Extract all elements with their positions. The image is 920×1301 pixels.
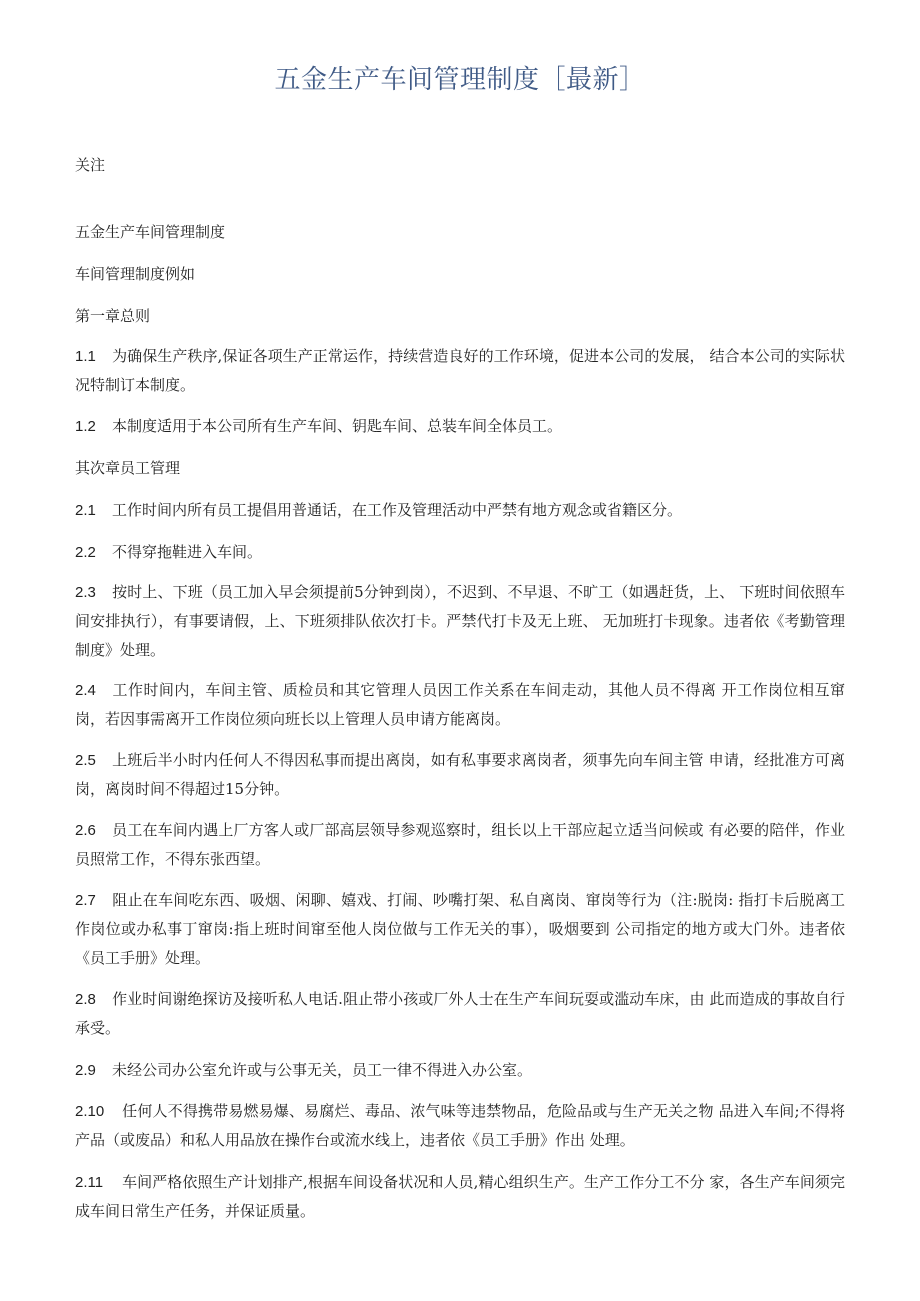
clause-number: 2.2 bbox=[75, 544, 96, 561]
clause-text: 车间严格依照生产计划排产,根据车间设备状况和人员,精心组织生产。生产工作分工不分 家，各生产车间须完成车间日常生产任务，并保证质量。 bbox=[75, 1173, 845, 1220]
clause-text: 阻止在车间吃东西、吸烟、闲聊、嬉戏、打闹、吵嘴打架、私自离岗、窜岗等行为（注:脱岗: 指打卡后脱离工作岗位或办私事丁窜岗:指上班时间窜至他人岗位做与工作无关的事），吸烟要到 公司指定的地方或大门外。违者依《员工手册》处理。 bbox=[75, 891, 845, 967]
heading-example: 车间管理制度例如 bbox=[75, 265, 196, 283]
clause-number: 2.4 bbox=[75, 682, 96, 699]
clause-text: 任何人不得携带易燃易爆、易腐烂、毒品、浓气味等违禁物品，危险品或与生产无关之物 品进入车间;不得将产品（或废品）和私人用品放在操作台或流水线上，违者依《员工手册》作出 处理。 bbox=[75, 1102, 845, 1149]
chapter-2-heading: 其次章员工管理 bbox=[75, 459, 181, 477]
clause-text: 作业时间谢绝探访及接听私人电话.阻止带小孩或厂外人士在生产车间玩耍或滥动车床，由 此而造成的事故自行承受。 bbox=[75, 990, 845, 1037]
clause-number: 2.9 bbox=[75, 1062, 96, 1079]
clause-2-5 bbox=[75, 746, 845, 804]
clause-1-2 bbox=[75, 412, 845, 441]
clause-2-10 bbox=[75, 1097, 845, 1155]
clause-2-1 bbox=[75, 496, 845, 525]
clause-number: 2.7 bbox=[75, 892, 96, 909]
clause-2-4 bbox=[75, 676, 845, 734]
clause-2-6 bbox=[75, 816, 845, 874]
clause-number: 2.10 bbox=[75, 1103, 105, 1120]
clause-number: 2.3 bbox=[75, 584, 96, 601]
clause-text: 上班后半小时内任何人不得因私事而提出离岗，如有私事要求离岗者，须事先向车间主管 申请，经批准方可离岗，离岗时间不得超过15分钟。 bbox=[75, 751, 845, 798]
chapter-1-heading: 第一章总则 bbox=[75, 307, 151, 325]
clause-text: 员工在车间内遇上厂方客人或厂部高层领导参观巡察时，组长以上干部应起立适当问候或 有必要的陪伴，作业员照常工作，不得东张西望。 bbox=[75, 821, 845, 868]
clause-2-11 bbox=[75, 1168, 845, 1226]
clause-2-3 bbox=[75, 578, 845, 665]
document-title: 五金生产车间管理制度［最新］ bbox=[274, 65, 646, 95]
clause-text: 不得穿拖鞋进入车间。 bbox=[112, 543, 263, 561]
clause-text: 工作时间内所有员工提倡用普通话，在工作及管理活动中严禁有地方观念或省籍区分。 bbox=[112, 501, 683, 519]
follow-label[interactable]: 关注 bbox=[75, 156, 106, 174]
clause-text: 本制度适用于本公司所有生产车间、钥匙车间、总装车间全体员工。 bbox=[112, 417, 563, 435]
clause-text: 为确保生产秩序,保证各项生产正常运作，持续营造良好的工作环境，促进本公司的发展， 结合本公司的实际状况特制订本制度。 bbox=[75, 347, 845, 394]
clause-2-9 bbox=[75, 1056, 845, 1085]
clause-text: 工作时间内，车间主管、质检员和其它管理人员因工作关系在车间走动，其他人员不得离 开工作岗位相互窜岗，若因事需离开工作岗位须向班长以上管理人员申请方能离岗。 bbox=[75, 681, 845, 728]
clause-number: 1.2 bbox=[75, 418, 96, 435]
clause-text: 按时上、下班（员工加入早会须提前5分钟到岗），不迟到、不早退、不旷工（如遇赶货，上、 下班时间依照车间安排执行），有事要请假，上、下班须排队依次打卡。严禁代打卡及无上班、 无加班打卡现象。违者依《考勤管理制度》处理。 bbox=[75, 583, 845, 659]
clause-number: 2.8 bbox=[75, 991, 96, 1008]
clause-number: 2.11 bbox=[75, 1174, 104, 1191]
clause-1-1 bbox=[75, 342, 845, 400]
clause-text: 未经公司办公室允许或与公事无关，员工一律不得进入办公室。 bbox=[112, 1061, 533, 1079]
clause-2-2 bbox=[75, 538, 845, 567]
clause-number: 2.5 bbox=[75, 752, 96, 769]
clause-2-7 bbox=[75, 886, 845, 973]
clause-number: 1.1 bbox=[75, 348, 96, 365]
clause-number: 2.6 bbox=[75, 822, 96, 839]
clause-number: 2.1 bbox=[75, 502, 96, 519]
clause-2-8 bbox=[75, 985, 845, 1043]
heading-main: 五金生产车间管理制度 bbox=[75, 223, 226, 241]
